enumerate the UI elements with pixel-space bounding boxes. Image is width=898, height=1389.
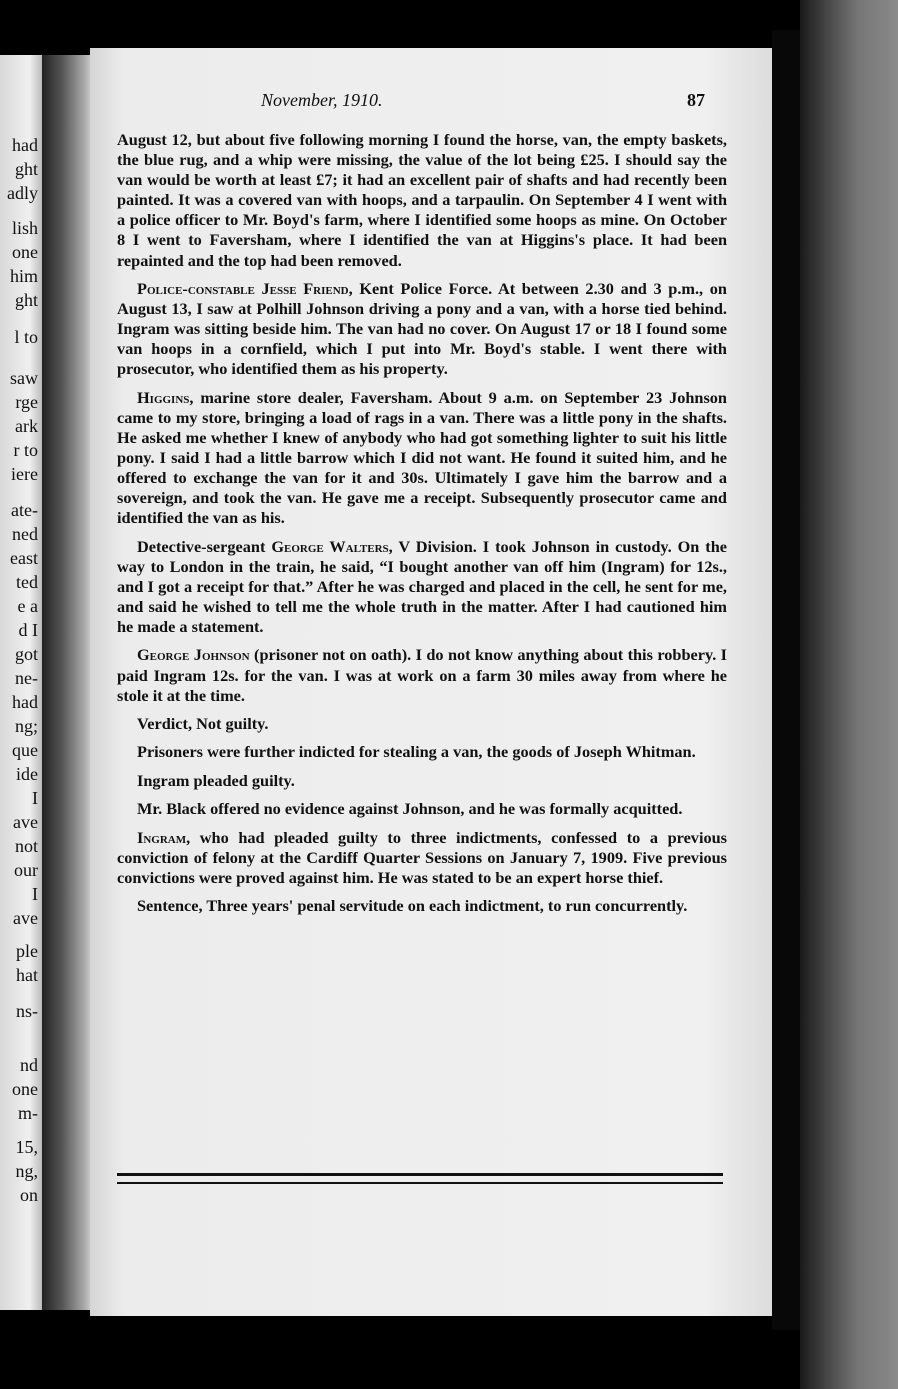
paragraph-further-indictment: Prisoners were further indicted for stealing a van, the goods of Joseph Whitman. bbox=[137, 742, 696, 762]
facing-page-fragment: ng, bbox=[15, 1161, 38, 1181]
facing-page-fragment: I bbox=[32, 884, 38, 904]
record-text: , who had pleaded guilty to three indictments, confessed to a previous conviction of felony at the Cardiff Quarter Sessions on January 7, 1909. Five previous convictions were proved against him. He was stated to be an expert horse thief. bbox=[117, 827, 727, 887]
facing-page-fragment: ple bbox=[16, 941, 38, 961]
facing-page-fragment: e a bbox=[17, 596, 38, 616]
witness-name: George Walters bbox=[271, 536, 389, 556]
facing-page-fragment: one bbox=[12, 242, 38, 262]
page-edge-shadow bbox=[772, 30, 800, 1330]
facing-page-fragment: saw bbox=[10, 368, 38, 388]
facing-page-fragment: ted bbox=[16, 572, 38, 592]
facing-page-fragment: on bbox=[20, 1185, 38, 1205]
paragraph-plea: Ingram pleaded guilty. bbox=[137, 770, 295, 790]
facing-page-fragment: east bbox=[10, 548, 38, 568]
witness-name: Higgins bbox=[137, 387, 190, 407]
book-gutter bbox=[42, 55, 92, 1310]
facing-page-fragment: ns- bbox=[16, 1001, 38, 1021]
facing-page-fragment: 15, bbox=[15, 1137, 38, 1157]
facing-page-fragment: ide bbox=[16, 764, 38, 784]
paragraph-previous-convictions bbox=[117, 828, 727, 888]
facing-page-fragment: ne- bbox=[15, 668, 38, 688]
facing-page-fragment: d I bbox=[18, 620, 38, 640]
testimony-text: , Kent Police Force. At between 2.30 and 3 p.m., on August 13, I saw at Polhill Johnson driving a pony and a van, with a horse tied behind. Ingram was sitting beside him. The van had no cover. On August 17 or 18 I found some van hoops in a cornfield, which I put into Mr. Boyd's stable. I went there with prosecutor, who identified them as his property. bbox=[117, 278, 727, 379]
facing-page-fragment: got bbox=[14, 644, 38, 664]
paragraph-sentence: Sentence, Three years' penal servitude on each indictment, to run concurrently. bbox=[137, 896, 688, 916]
facing-page-fragment: ned bbox=[12, 524, 38, 544]
paragraph-acquittal: Mr. Black offered no evidence against Johnson, and he was formally acquitted. bbox=[137, 799, 683, 819]
facing-page-fragment: I bbox=[32, 788, 38, 808]
paragraph-testimony-johnson bbox=[117, 645, 727, 705]
witness-name: Police-constable Jesse Friend bbox=[137, 278, 349, 298]
testimony-text: , V Division. I took Johnson in custody. On the way to London in the train, he said, “I bought another van off him (Ingram) for 12s., and I got a receipt for that.” After he was charged and placed in the cell, he sent for me, and said he wished to tell me the whole truth in the matter. After I had cautioned him he made a statement. bbox=[117, 536, 727, 637]
facing-page-fragment: que bbox=[12, 740, 38, 760]
facing-page-fragment: rge bbox=[15, 392, 38, 412]
facing-page-fragment: ght bbox=[14, 290, 38, 310]
paragraph-testimony-friend bbox=[117, 279, 727, 379]
page-number: 87 bbox=[687, 90, 705, 110]
facing-page-fragment: ate- bbox=[11, 500, 38, 520]
witness-name: George Johnson bbox=[137, 645, 250, 665]
facing-page-fragment: l to bbox=[14, 327, 38, 347]
facing-page-fragment: our bbox=[14, 860, 38, 880]
facing-page-fragment: nd bbox=[20, 1055, 38, 1075]
paragraph-testimony-higgins bbox=[117, 388, 727, 529]
paragraph-verdict: Verdict, Not guilty. bbox=[137, 714, 269, 734]
facing-page-fragment: ght bbox=[14, 159, 38, 179]
section-rule-thick bbox=[117, 1173, 723, 1176]
facing-page-fragment: ark bbox=[15, 416, 38, 436]
facing-page-edge bbox=[0, 55, 42, 1310]
facing-page-fragment: him bbox=[9, 266, 38, 286]
facing-page-fragment: had bbox=[12, 692, 38, 712]
facing-page-fragment: hat bbox=[16, 965, 38, 985]
facing-page-fragment: ng; bbox=[14, 716, 38, 736]
section-rule-thin bbox=[117, 1182, 723, 1184]
facing-page-fragment: ave bbox=[13, 908, 38, 928]
facing-page-fragment: m- bbox=[18, 1103, 38, 1123]
facing-page-fragment: ave bbox=[13, 812, 38, 832]
running-header bbox=[261, 90, 382, 111]
paragraph-testimony-walters bbox=[117, 537, 727, 637]
facing-page-fragment: adly bbox=[7, 183, 38, 203]
facing-page-fragment: iere bbox=[11, 464, 38, 484]
testimony-text: , marine store dealer, Faversham. About 9 a.m. on September 23 Johnson came to my store, bringing a load of rags in a van. There was a little pony in the shafts. He asked me whether I knew of anybody who had got something lighter to suit his little pony. I said I had a little barrow which I did not want. He found it suited him, and he offered to exchange the van for it and 30s. Ultimately I gave him the barrow and a sovereign, and took the van. He gave me a receipt. Subsequently prosecutor came and identified the van as his. bbox=[117, 387, 727, 528]
facing-page-fragment: r to bbox=[13, 440, 38, 460]
testimony-text: (prisoner not on oath). I do not know anything about this robbery. I paid Ingram 12s. for the van. I was at work on a farm 30 miles away from where he stole it at the time. bbox=[117, 645, 728, 705]
facing-page-fragment: lish bbox=[11, 218, 38, 238]
prisoner-name: Ingram bbox=[137, 827, 187, 847]
scan-background bbox=[800, 0, 898, 1389]
paragraph-continuation: August 12, but about five following morning I found the horse, van, the empty baskets, the blue rug, and a whip were missing, the value of the lot being £25. I should say the van would be worth at least £7; it had an excellent pair of shafts and had recently been painted. It was a covered van with hoops, and a tarpaulin. On September 4 I went with a police officer to Mr. Boyd's farm, where I identified some hoops as mine. On October 8 I went to Faversham, where I identified the van at Higgins's place. It had been repainted and the top had been removed. bbox=[117, 130, 727, 270]
page-body bbox=[117, 130, 727, 925]
facing-page-fragment: one bbox=[12, 1079, 38, 1099]
witness-rank: Detective-sergeant bbox=[137, 536, 272, 556]
facing-page-fragment: not bbox=[14, 836, 38, 856]
facing-page-fragment: had bbox=[12, 135, 38, 155]
header-title: November, 1910. bbox=[261, 90, 383, 110]
